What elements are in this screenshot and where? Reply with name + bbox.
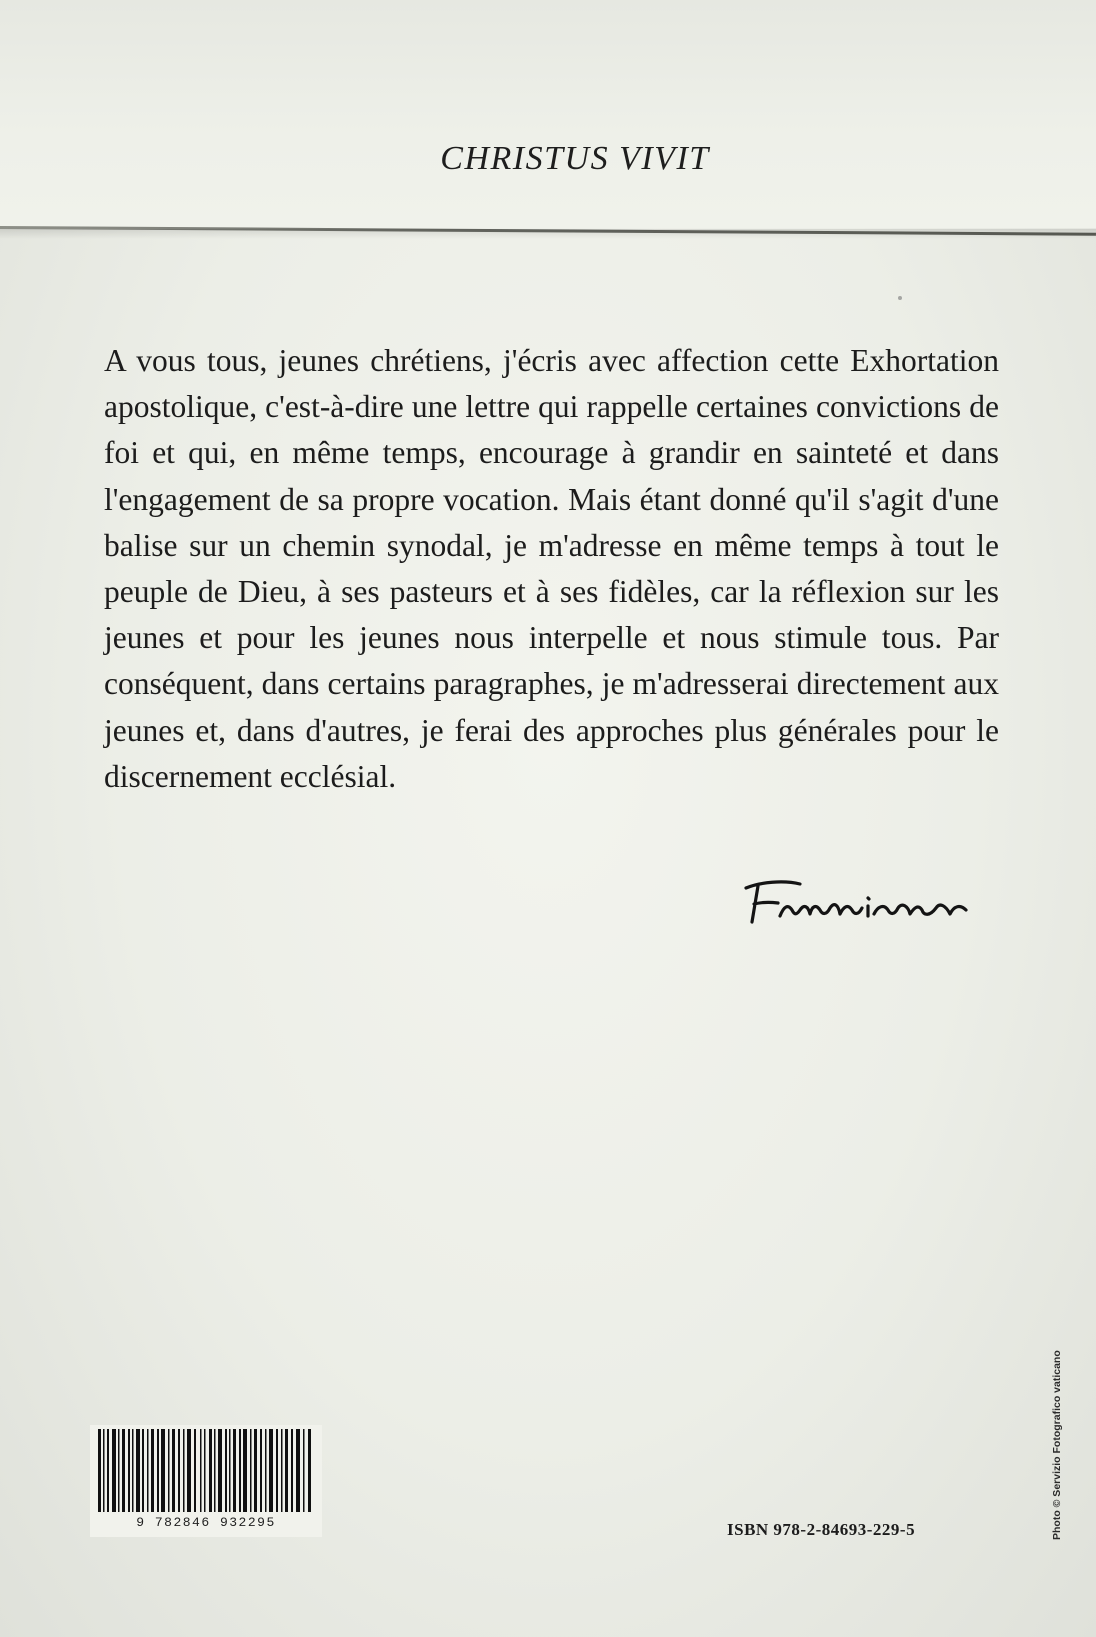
isbn-label: ISBN 978-2-84693-229-5 xyxy=(727,1520,916,1539)
fold-shadow xyxy=(0,229,1096,239)
cover-flap xyxy=(0,0,1096,228)
barcode-digits: 9 782846 932295 xyxy=(90,1512,322,1534)
paper-speck xyxy=(898,296,902,300)
blurb-text: A vous tous, jeunes chrétiens, j'écris avec affection cette Exhortation apostolique, c'est-à-dire une lettre qui rappelle certaines convictions de foi et qui, en même temps, encourage à grandir en sainteté et dans l'engagement de sa propre vocation. Mais étant donné qu'il s'agit d'une balise sur un chemin synodal, je m'adresse en même temps à tout le peuple de Dieu, à ses pasteurs et à ses fidèles, car la réflexion sur les jeunes et pour les jeunes nous interpelle et nous stimule tous. Par conséquent, dans certains paragraphes, je m'adresserai directement aux jeunes et, dans d'autres, je ferai des approches plus générales pour le discernement ecclésial. xyxy=(104,343,999,794)
photo-credit: Photo © Servizio Fotografico vaticano xyxy=(1051,1350,1063,1540)
signature-franciscus xyxy=(740,870,980,930)
book-title: CHRISTUS VIVIT xyxy=(440,140,710,177)
